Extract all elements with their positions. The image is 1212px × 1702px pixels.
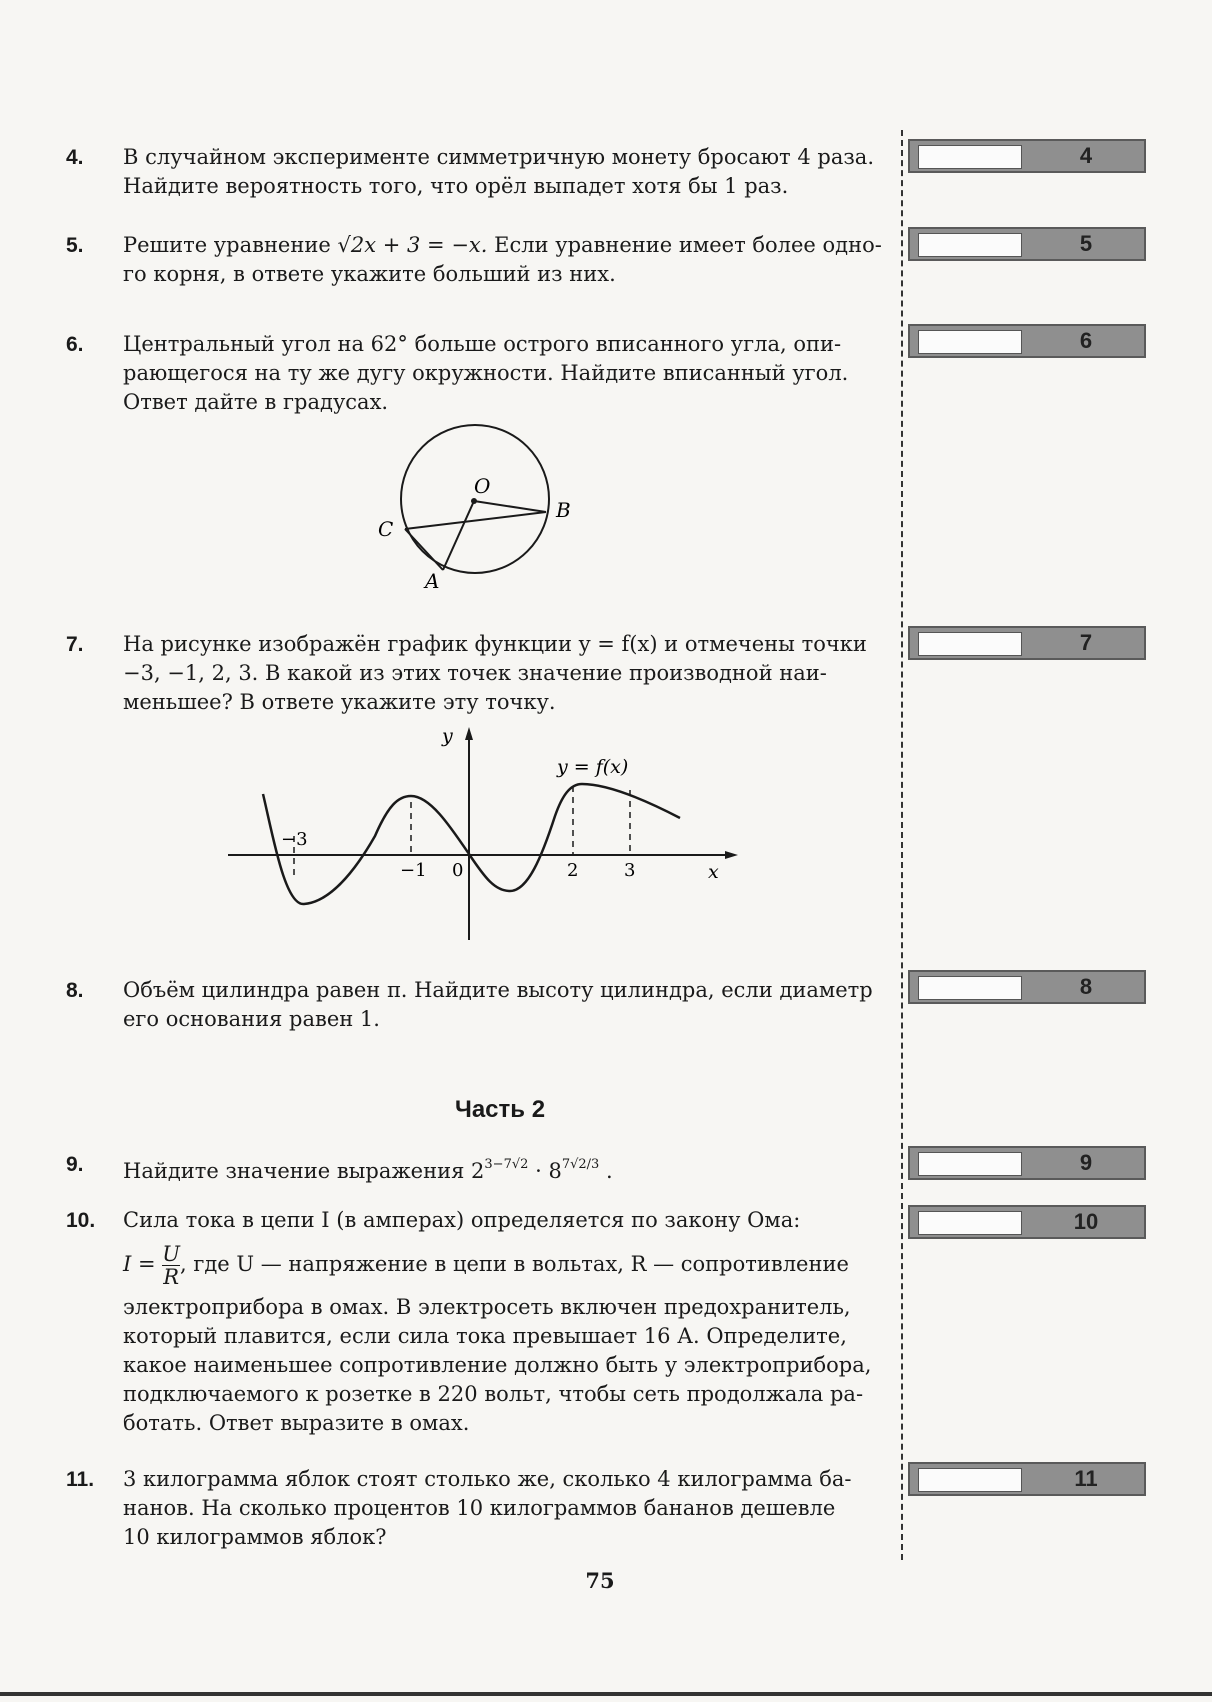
text-line [123,1150,953,1186]
text-line [123,231,953,260]
text-line: ботать. Ответ выразите в омах. [123,1411,470,1435]
formula-lhs: I = [123,1252,156,1276]
segment-oa [443,501,474,570]
problem-text [123,231,953,289]
answer-box-6[interactable] [908,324,1146,358]
text-line: Найдите вероятность того, что орёл выпадет хотя бы 1 раз. [123,174,789,198]
answer-input[interactable] [918,1211,1022,1235]
label-a: A [425,569,440,593]
problem-number: 7. [66,633,84,656]
answer-label: 8 [1079,974,1093,999]
tick-label-2: 2 [567,860,579,881]
answer-box-11[interactable] [908,1462,1146,1496]
fraction-numerator: U [162,1242,180,1266]
answer-label: 5 [1079,231,1093,256]
text-line: −3, −1, 2, 3. В какой из этих точек значение производной наи- [123,661,827,685]
tick-label-m1: −1 [400,860,427,881]
expression-exponent: 7√2/3 [561,1157,600,1172]
bottom-rule [0,1692,1212,1696]
answer-label: 10 [1073,1209,1099,1234]
label-o: O [474,474,491,498]
answer-input[interactable] [918,976,1022,1000]
problem-text [123,330,953,417]
problem-number: 6. [66,333,84,356]
function-graph [220,726,740,942]
text-line: электроприбора в омах. В электросеть включен предохранитель, [123,1295,851,1319]
problem-number: 11. [66,1468,95,1491]
text-line: нанов. На сколько процентов 10 килограммов бананов дешевле [123,1496,836,1520]
answer-label: 9 [1079,1150,1093,1175]
problem-text [123,1150,953,1186]
circle-figure [360,420,571,600]
text-line: В случайном эксперименте симметричную монету бросают 4 раза. [123,145,874,169]
equation: √2x + 3 = −x. [337,233,488,257]
answer-box-10[interactable] [908,1205,1146,1239]
x-axis-arrow [725,851,738,859]
answer-box-8[interactable] [908,970,1146,1004]
segment-ob [474,501,546,512]
answer-input[interactable] [918,145,1022,169]
text-part: . [605,1159,613,1183]
text-line: го корня, в ответе укажите больший из них. [123,262,616,286]
problem-text [123,630,953,717]
center-point [471,498,477,504]
text-line: рающегося на ту же дугу окружности. Найдите вписанный угол. [123,361,849,385]
text-line: меньшее? В ответе укажите эту точку. [123,690,556,714]
tick-label-3: 3 [624,860,636,881]
text-line: какое наименьшее сопротивление должно быть у электроприбора, [123,1353,872,1377]
text-line: Объём цилиндра равен π. Найдите высоту цилиндра, если диаметр [123,978,873,1002]
problem-number: 8. [66,979,84,1002]
expression-base: · 8 [535,1159,562,1183]
problem-number: 9. [66,1153,84,1176]
answer-box-4[interactable] [908,139,1146,173]
answer-label: 6 [1079,328,1093,353]
problem-text [123,976,953,1034]
origin-label: 0 [452,860,464,881]
answer-input[interactable] [918,632,1022,656]
segment-cb [405,512,546,529]
problem-number: 10. [66,1209,96,1232]
segment-ca [405,529,443,570]
problem-number: 5. [66,234,84,257]
answer-label: 11 [1074,1466,1098,1491]
text-line: 10 килограммов яблок? [123,1525,387,1549]
text-line: Центральный угол на 62° больше острого вписанного угла, опи- [123,332,842,356]
answer-box-9[interactable] [908,1146,1146,1180]
problem-text [123,1465,953,1552]
problem-text [123,143,953,201]
answer-label: 7 [1079,630,1093,655]
text-line: Сила тока в цепи I (в амперах) определяется по закону Ома: [123,1208,801,1232]
y-axis-label: y [442,725,453,747]
expression-exponent: 3−7√2 [484,1157,529,1172]
formula-fraction [162,1243,180,1288]
page-number: 75 [585,1568,615,1593]
problem-text [123,1206,953,1438]
answer-box-5[interactable] [908,227,1146,261]
text-line: На рисунке изображён график функции y = f(x) и отмечены точки [123,632,867,656]
tick-label-m3: −3 [281,829,308,850]
text-line: 3 килограмма яблок стоят столько же, сколько 4 килограмма ба- [123,1467,852,1491]
answer-input[interactable] [918,1468,1022,1492]
y-axis-arrow [465,727,473,740]
text-line: который плавится, если сила тока превышает 16 А. Определите, [123,1324,847,1348]
answer-input[interactable] [918,1152,1022,1176]
answer-box-7[interactable] [908,626,1146,660]
x-axis-label: x [708,861,719,883]
text-part: Решите уравнение [123,233,331,257]
text-part: , где U — напряжение в цепи в вольтах, R — сопротивление [179,1252,849,1276]
function-label: y = f(x) [557,756,629,778]
problem-number: 4. [66,146,84,169]
section-title: Часть 2 [454,1096,546,1123]
fraction-denominator: R [163,1265,180,1289]
text-part: Найдите значение выражения [123,1159,465,1183]
function-curve [263,784,680,904]
text-line [123,1235,953,1293]
text-line: его основания равен 1. [123,1007,380,1031]
text-part: Если уравнение имеет более одно- [494,233,882,257]
label-c: C [378,517,394,541]
label-b: B [556,498,571,522]
expression-base: 2 [471,1159,485,1183]
text-line: Ответ дайте в градусах. [123,390,389,414]
answer-label: 4 [1079,143,1093,168]
answer-input[interactable] [918,233,1022,257]
text-line: подключаемого к розетке в 220 вольт, чтобы сеть продолжала ра- [123,1382,864,1406]
answer-input[interactable] [918,330,1022,354]
